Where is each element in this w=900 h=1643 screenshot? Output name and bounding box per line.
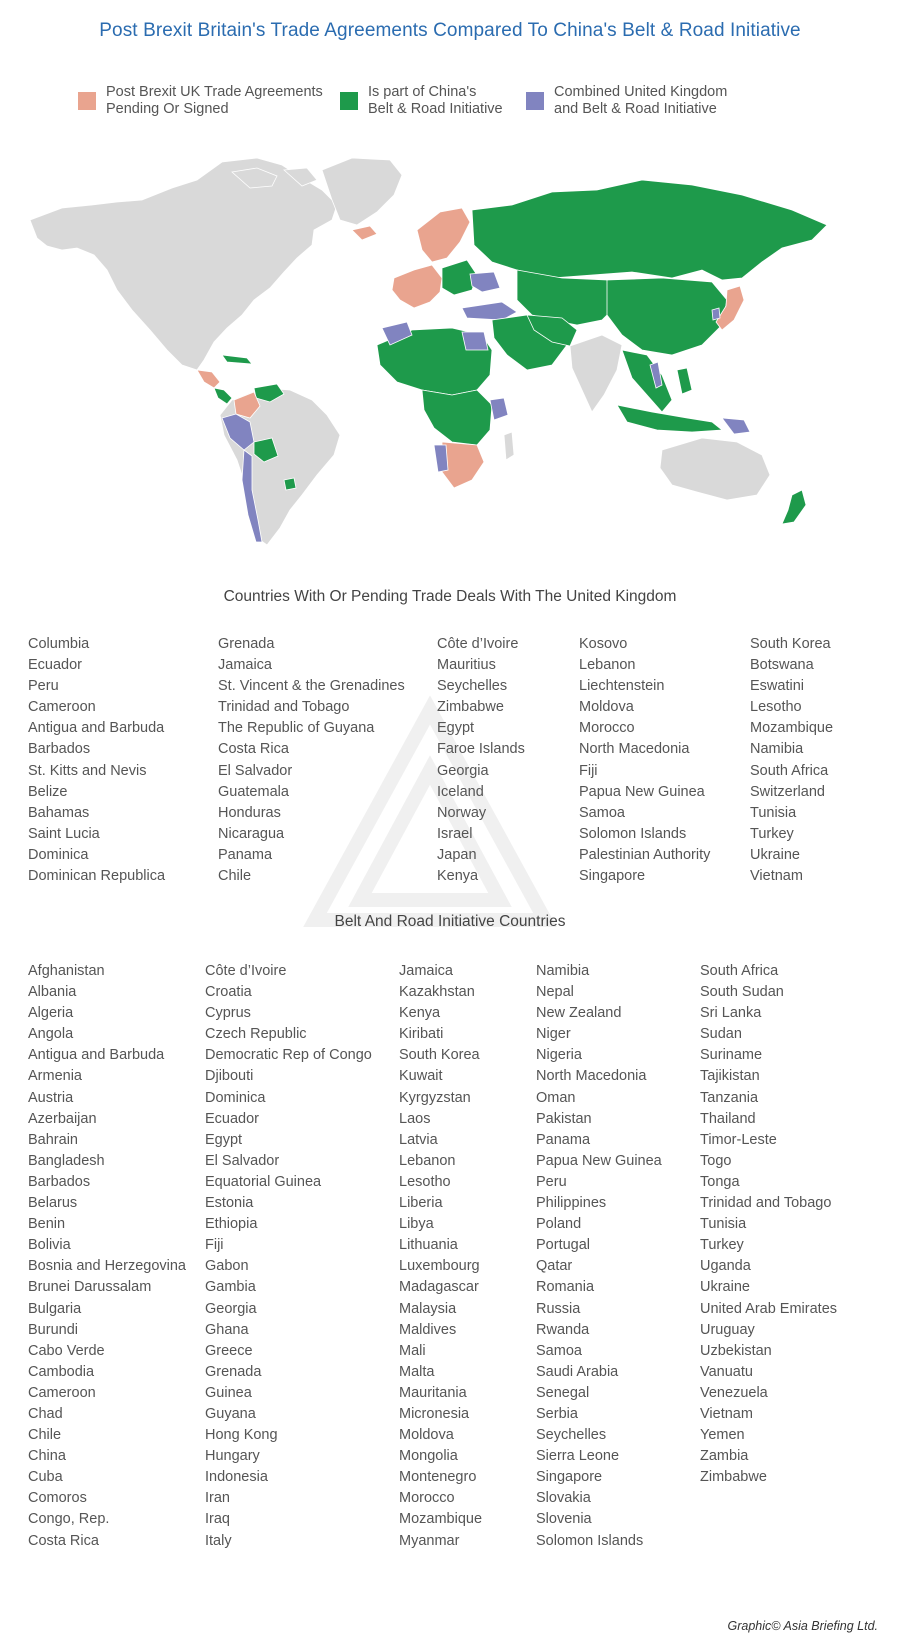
bri-country-item: Thailand	[700, 1110, 756, 1127]
north-america-shape	[30, 158, 337, 370]
bri-column-3	[399, 961, 482, 1552]
china-bri	[607, 278, 727, 355]
bri-country-item: Kiribati	[399, 1026, 444, 1043]
bri-column-4	[536, 961, 662, 1552]
bri-country-item: Kazakhstan	[399, 984, 475, 1001]
bri-country-item: Zimbabwe	[700, 1469, 767, 1486]
bri-country-item: Antigua and Barbuda	[28, 1047, 165, 1064]
uk-country-item: Trinidad and Tobago	[218, 699, 350, 716]
india-shape	[570, 335, 622, 412]
bri-country-item: Czech Republic	[205, 1026, 307, 1043]
central-america-uk	[197, 370, 220, 388]
bri-country-item: Myanmar	[399, 1532, 460, 1549]
bri-country-item: United Arab Emirates	[700, 1300, 838, 1317]
uk-country-item: Palestinian Authority	[579, 846, 711, 863]
southern-africa-uk	[442, 442, 484, 488]
bri-country-item: Slovenia	[536, 1511, 592, 1528]
australia-shape	[660, 438, 770, 500]
europe-uk	[392, 265, 442, 308]
bri-country-item: Suriname	[700, 1047, 763, 1064]
bri-country-item: Morocco	[399, 1490, 455, 1507]
bri-country-item: Cambodia	[28, 1363, 95, 1380]
bri-country-item: Philippines	[536, 1195, 607, 1212]
bri-country-item: Azerbaijan	[28, 1110, 97, 1127]
bri-country-item: South Korea	[399, 1047, 480, 1064]
bri-column-5	[700, 961, 837, 1488]
bri-country-item: Romania	[536, 1279, 595, 1296]
bri-country-item: North Macedonia	[536, 1068, 647, 1085]
uk-country-item: Iceland	[437, 783, 484, 800]
bri-country-item: Russia	[536, 1300, 581, 1317]
bri-country-item: Lesotho	[399, 1173, 451, 1190]
uk-country-item: Fiji	[579, 762, 598, 779]
bri-country-item: Côte d’Ivoire	[205, 963, 287, 979]
bri-country-item: Austria	[28, 1089, 74, 1106]
legend-combined	[526, 84, 727, 118]
uk-country-item: Mauritius	[437, 657, 496, 674]
bri-country-item: Venezuela	[700, 1384, 768, 1401]
bri-country-item: Oman	[536, 1089, 576, 1106]
bri-country-item: Dominica	[205, 1089, 266, 1106]
uk-country-item: Côte d’Ivoire	[437, 636, 519, 652]
bri-country-item: Bolivia	[28, 1237, 71, 1254]
bri-country-item: Sri Lanka	[700, 1005, 762, 1022]
uk-country-item: Barbados	[28, 741, 91, 758]
bri-country-item: Panama	[536, 1131, 591, 1148]
bri-country-item: Trinidad and Tobago	[700, 1195, 832, 1212]
uk-country-item: Lesotho	[750, 699, 802, 716]
iceland-uk	[352, 226, 377, 240]
uk-country-item: Kosovo	[579, 636, 628, 652]
uk-country-item: Tunisia	[750, 804, 797, 821]
bri-country-item: Hungary	[205, 1448, 260, 1465]
uk-country-item: South Korea	[750, 636, 831, 652]
uk-country-item: Panama	[218, 846, 273, 863]
bri-section-title: Belt And Road Initiative Countries	[334, 913, 566, 930]
bri-country-item: Tonga	[700, 1173, 740, 1190]
uk-country-item: North Macedonia	[579, 741, 690, 758]
bri-country-item: Malaysia	[399, 1300, 457, 1317]
bri-country-item: Seychelles	[536, 1427, 607, 1444]
bri-country-item: Rwanda	[536, 1321, 590, 1338]
uk-section-title: Countries With Or Pending Trade Deals With The United Kingdom	[223, 588, 677, 605]
bri-country-item: Togo	[700, 1152, 732, 1169]
bri-country-item: Liberia	[399, 1195, 443, 1212]
bri-country-item: South Africa	[700, 963, 779, 979]
bri-country-item: Solomon Islands	[536, 1532, 644, 1549]
uk-country-item: Moldova	[579, 699, 634, 716]
bri-country-item: Grenada	[205, 1363, 262, 1380]
uk-country-item: Honduras	[218, 804, 281, 821]
uk-country-item: Eswatini	[750, 678, 804, 695]
bri-country-item: Gabon	[205, 1258, 249, 1275]
bri-country-item: Georgia	[205, 1300, 257, 1317]
world-map	[22, 150, 842, 550]
bri-country-item: Algeria	[28, 1005, 74, 1022]
bri-column-1	[28, 961, 186, 1552]
bri-country-item: El Salvador	[205, 1152, 280, 1169]
uk-country-item: Singapore	[579, 868, 646, 885]
uk-country-item: Nicaragua	[218, 825, 285, 842]
uk-country-item: Solomon Islands	[579, 825, 687, 842]
bri-country-item: Uganda	[700, 1258, 751, 1275]
legend-bri-swatch	[340, 92, 358, 110]
bri-country-item: Vietnam	[700, 1405, 753, 1422]
bri-country-item: Tanzania	[700, 1089, 759, 1106]
bri-country-item: Tajikistan	[700, 1068, 760, 1085]
bri-country-item: Ukraine	[700, 1279, 750, 1296]
bri-country-item: Tunisia	[700, 1216, 747, 1233]
bri-country-item: Mongolia	[399, 1448, 458, 1465]
bri-country-item: Belarus	[28, 1195, 78, 1212]
bri-country-item: Bulgaria	[28, 1300, 82, 1317]
bri-country-item: Djibouti	[205, 1068, 254, 1085]
bri-country-item: Albania	[28, 984, 77, 1001]
central-africa-bri	[422, 390, 492, 445]
egypt-combined	[462, 332, 488, 350]
bri-country-item: Turkey	[700, 1237, 744, 1254]
bri-country-item: Uzbekistan	[700, 1342, 772, 1359]
bri-country-item: Laos	[399, 1110, 431, 1127]
bri-country-item: Bosnia and Herzegovina	[28, 1258, 186, 1275]
uk-country-item: Zimbabwe	[437, 699, 504, 716]
bri-country-item: Lithuania	[399, 1237, 458, 1254]
uk-country-item: Columbia	[28, 636, 90, 652]
bri-country-item: Sudan	[700, 1026, 742, 1043]
uk-country-item: Papua New Guinea	[579, 783, 705, 800]
bri-country-item: Kyrgyzstan	[399, 1089, 471, 1106]
bri-country-item: Kuwait	[399, 1068, 443, 1085]
bri-country-item: Malta	[399, 1363, 435, 1380]
bri-country-item: Niger	[536, 1026, 571, 1043]
indonesia-bri	[617, 405, 722, 432]
uk-country-item: Peru	[28, 678, 59, 695]
bri-country-item: Kenya	[399, 1005, 441, 1022]
uk-country-item: Ukraine	[750, 846, 800, 863]
bri-country-item: Ethiopia	[205, 1216, 258, 1233]
bri-country-item: Singapore	[536, 1469, 603, 1486]
bri-column-2	[205, 961, 372, 1552]
legend-bri-label: Is part of China's Belt & Road Initiative	[368, 84, 503, 117]
bri-country-item: Senegal	[536, 1384, 590, 1401]
bri-country-item: Guinea	[205, 1384, 252, 1401]
philippines-bri	[677, 368, 692, 394]
uruguay-bri	[284, 478, 296, 490]
uk-country-item: Switzerland	[750, 783, 825, 800]
bri-country-item: Angola	[28, 1026, 74, 1043]
uk-country-item: South Africa	[750, 762, 829, 779]
uk-column-3	[437, 634, 525, 887]
uk-country-item: Jamaica	[218, 657, 272, 674]
bri-country-item: Qatar	[536, 1258, 573, 1275]
bri-country-item: Democratic Rep of Congo	[205, 1047, 372, 1064]
bri-country-item: Burundi	[28, 1321, 78, 1338]
uk-country-item: Belize	[28, 783, 68, 800]
namibia-combined	[434, 445, 448, 472]
uk-country-item: Egypt	[437, 720, 475, 737]
uk-country-item: Chile	[218, 868, 252, 885]
legend-uk-label: Post Brexit UK Trade Agreements Pending Or Signed	[106, 84, 323, 117]
bri-country-item: Samoa	[536, 1342, 582, 1359]
uk-country-item: Antigua and Barbuda	[28, 720, 165, 737]
uk-country-item: Bahamas	[28, 804, 90, 821]
bri-country-item: Maldives	[399, 1321, 457, 1338]
bri-country-item: Cabo Verde	[28, 1342, 105, 1359]
bri-country-item: Madagascar	[399, 1279, 479, 1296]
bri-country-item: Uruguay	[700, 1321, 755, 1338]
bri-country-item: Barbados	[28, 1173, 91, 1190]
bri-country-item: Lebanon	[399, 1152, 456, 1169]
bri-country-item: Ecuador	[205, 1110, 260, 1127]
bri-country-item: Iran	[205, 1490, 230, 1507]
bri-country-item: Mali	[399, 1342, 426, 1359]
uk-country-item: Saint Lucia	[28, 825, 100, 842]
uk-country-item: Norway	[437, 804, 487, 821]
bri-country-item: Portugal	[536, 1237, 591, 1254]
bri-country-item: Ghana	[205, 1321, 249, 1338]
page-title: Post Brexit Britain's Trade Agreements Compared To China's Belt & Road Initiative	[99, 20, 801, 41]
uk-country-item: Liechtenstein	[579, 678, 665, 695]
bri-country-item: South Sudan	[700, 984, 784, 1001]
bri-country-item: Mauritania	[399, 1384, 467, 1401]
uk-country-item: Morocco	[579, 720, 635, 737]
central-america-bri	[214, 388, 232, 404]
uk-country-item: St. Vincent & the Grenadines	[218, 678, 405, 695]
bri-country-item: Gambia	[205, 1279, 256, 1296]
uk-country-item: Namibia	[750, 741, 804, 758]
bri-country-item: Armenia	[28, 1068, 82, 1085]
uk-country-item: Japan	[437, 846, 477, 863]
bri-country-item: Nigeria	[536, 1047, 582, 1064]
uk-country-item: Georgia	[437, 762, 489, 779]
ukraine-combined	[470, 272, 500, 292]
bri-country-item: Papua New Guinea	[536, 1152, 662, 1169]
bri-country-item: Namibia	[536, 963, 590, 979]
bri-country-item: Indonesia	[205, 1469, 268, 1486]
bri-country-item: Brunei Darussalam	[28, 1279, 152, 1296]
credit-text: Graphic© Asia Briefing Ltd.	[727, 1619, 878, 1633]
bri-country-item: Timor-Leste	[700, 1131, 777, 1148]
southeast-asia-bri	[622, 350, 672, 412]
legend-combined-swatch	[526, 92, 544, 110]
bri-country-item: Poland	[536, 1216, 582, 1233]
bri-country-item: Peru	[536, 1173, 567, 1190]
bri-country-item: Croatia	[205, 984, 252, 1001]
uk-country-item: Israel	[437, 825, 473, 842]
bri-country-item: Estonia	[205, 1195, 254, 1212]
south-korea-combined	[712, 308, 720, 320]
uk-country-item: Ecuador	[28, 657, 83, 674]
bri-country-item: Slovakia	[536, 1490, 591, 1507]
uk-country-item: Dominican Republica	[28, 868, 166, 885]
bri-country-item: Moldova	[399, 1427, 454, 1444]
legend-uk-swatch	[78, 92, 96, 110]
uk-column-2	[218, 634, 405, 887]
madagascar-shape	[504, 432, 514, 460]
bri-country-item: Montenegro	[399, 1469, 477, 1486]
uk-country-item: Guatemala	[218, 783, 289, 800]
scandinavia-uk	[417, 208, 470, 262]
uk-country-item: Samoa	[579, 804, 625, 821]
uk-country-item: El Salvador	[218, 762, 293, 779]
bri-country-item: Italy	[205, 1532, 232, 1549]
uk-country-item: Mozambique	[750, 720, 834, 737]
bri-country-item: Chile	[28, 1427, 62, 1444]
bri-country-item: Zambia	[700, 1448, 749, 1465]
uk-country-item: Lebanon	[579, 657, 636, 674]
bri-country-item: Chad	[28, 1405, 63, 1422]
bri-country-item: Congo, Rep.	[28, 1511, 110, 1528]
bri-country-item: Bahrain	[28, 1131, 78, 1148]
bri-country-item: Serbia	[536, 1405, 578, 1422]
uk-column-4	[579, 634, 710, 887]
bri-country-item: Nepal	[536, 984, 574, 1001]
bri-country-item: Vanuatu	[700, 1363, 753, 1380]
bri-country-item: Costa Rica	[28, 1532, 99, 1549]
bri-country-item: Jamaica	[399, 963, 453, 979]
bri-country-item: Libya	[399, 1216, 434, 1233]
bri-country-item: Sierra Leone	[536, 1448, 620, 1465]
uk-country-item: Dominica	[28, 846, 89, 863]
new-zealand-bri	[782, 490, 806, 524]
uk-country-item: The Republic of Guyana	[218, 720, 375, 737]
uk-country-item: Cameroon	[28, 699, 96, 716]
bri-country-item: Yemen	[700, 1427, 745, 1444]
bri-country-item: Cuba	[28, 1469, 63, 1486]
uk-country-item: Faroe Islands	[437, 741, 525, 758]
png-combined	[722, 418, 750, 434]
uk-country-item: Costa Rica	[218, 741, 289, 758]
bri-country-item: Greece	[205, 1342, 253, 1359]
bri-country-item: Fiji	[205, 1237, 224, 1254]
bri-country-item: Micronesia	[399, 1405, 470, 1422]
bri-country-item: Benin	[28, 1216, 66, 1233]
bri-country-item: China	[28, 1448, 66, 1465]
uk-country-item: Grenada	[218, 636, 275, 652]
uk-column-5	[750, 634, 833, 887]
bri-country-item: Cameroon	[28, 1384, 96, 1401]
uk-country-item: Kenya	[437, 868, 479, 885]
bri-country-item: Iraq	[205, 1511, 230, 1528]
bri-country-item: Comoros	[28, 1490, 87, 1507]
bri-country-item: Afghanistan	[28, 963, 105, 979]
uk-column-1	[28, 634, 165, 887]
bri-country-item: Cyprus	[205, 1005, 251, 1022]
legend-uk	[78, 84, 323, 118]
bri-country-item: Latvia	[399, 1131, 438, 1148]
bri-country-item: New Zealand	[536, 1005, 622, 1022]
uk-country-item: Vietnam	[750, 868, 803, 885]
legend-bri	[340, 84, 503, 118]
bri-country-item: Pakistan	[536, 1110, 592, 1127]
bri-country-item: Luxembourg	[399, 1258, 480, 1275]
uk-country-item: Turkey	[750, 825, 794, 842]
kenya-combined	[490, 398, 508, 420]
bri-country-item: Saudi Arabia	[536, 1363, 619, 1380]
bri-country-item: Bangladesh	[28, 1152, 105, 1169]
bri-country-item: Egypt	[205, 1131, 243, 1148]
russia-bri	[472, 180, 827, 280]
bri-country-item: Equatorial Guinea	[205, 1173, 322, 1190]
bri-country-item: Hong Kong	[205, 1427, 278, 1444]
uk-country-item: Botswana	[750, 657, 814, 674]
uk-country-item: St. Kitts and Nevis	[28, 762, 147, 779]
bri-country-item: Mozambique	[399, 1511, 483, 1528]
uk-country-item: Seychelles	[437, 678, 508, 695]
bri-country-item: Guyana	[205, 1405, 256, 1422]
legend-combined-label: Combined United Kingdom and Belt & Road Initiative	[554, 84, 728, 117]
caribbean-bri	[222, 355, 252, 364]
